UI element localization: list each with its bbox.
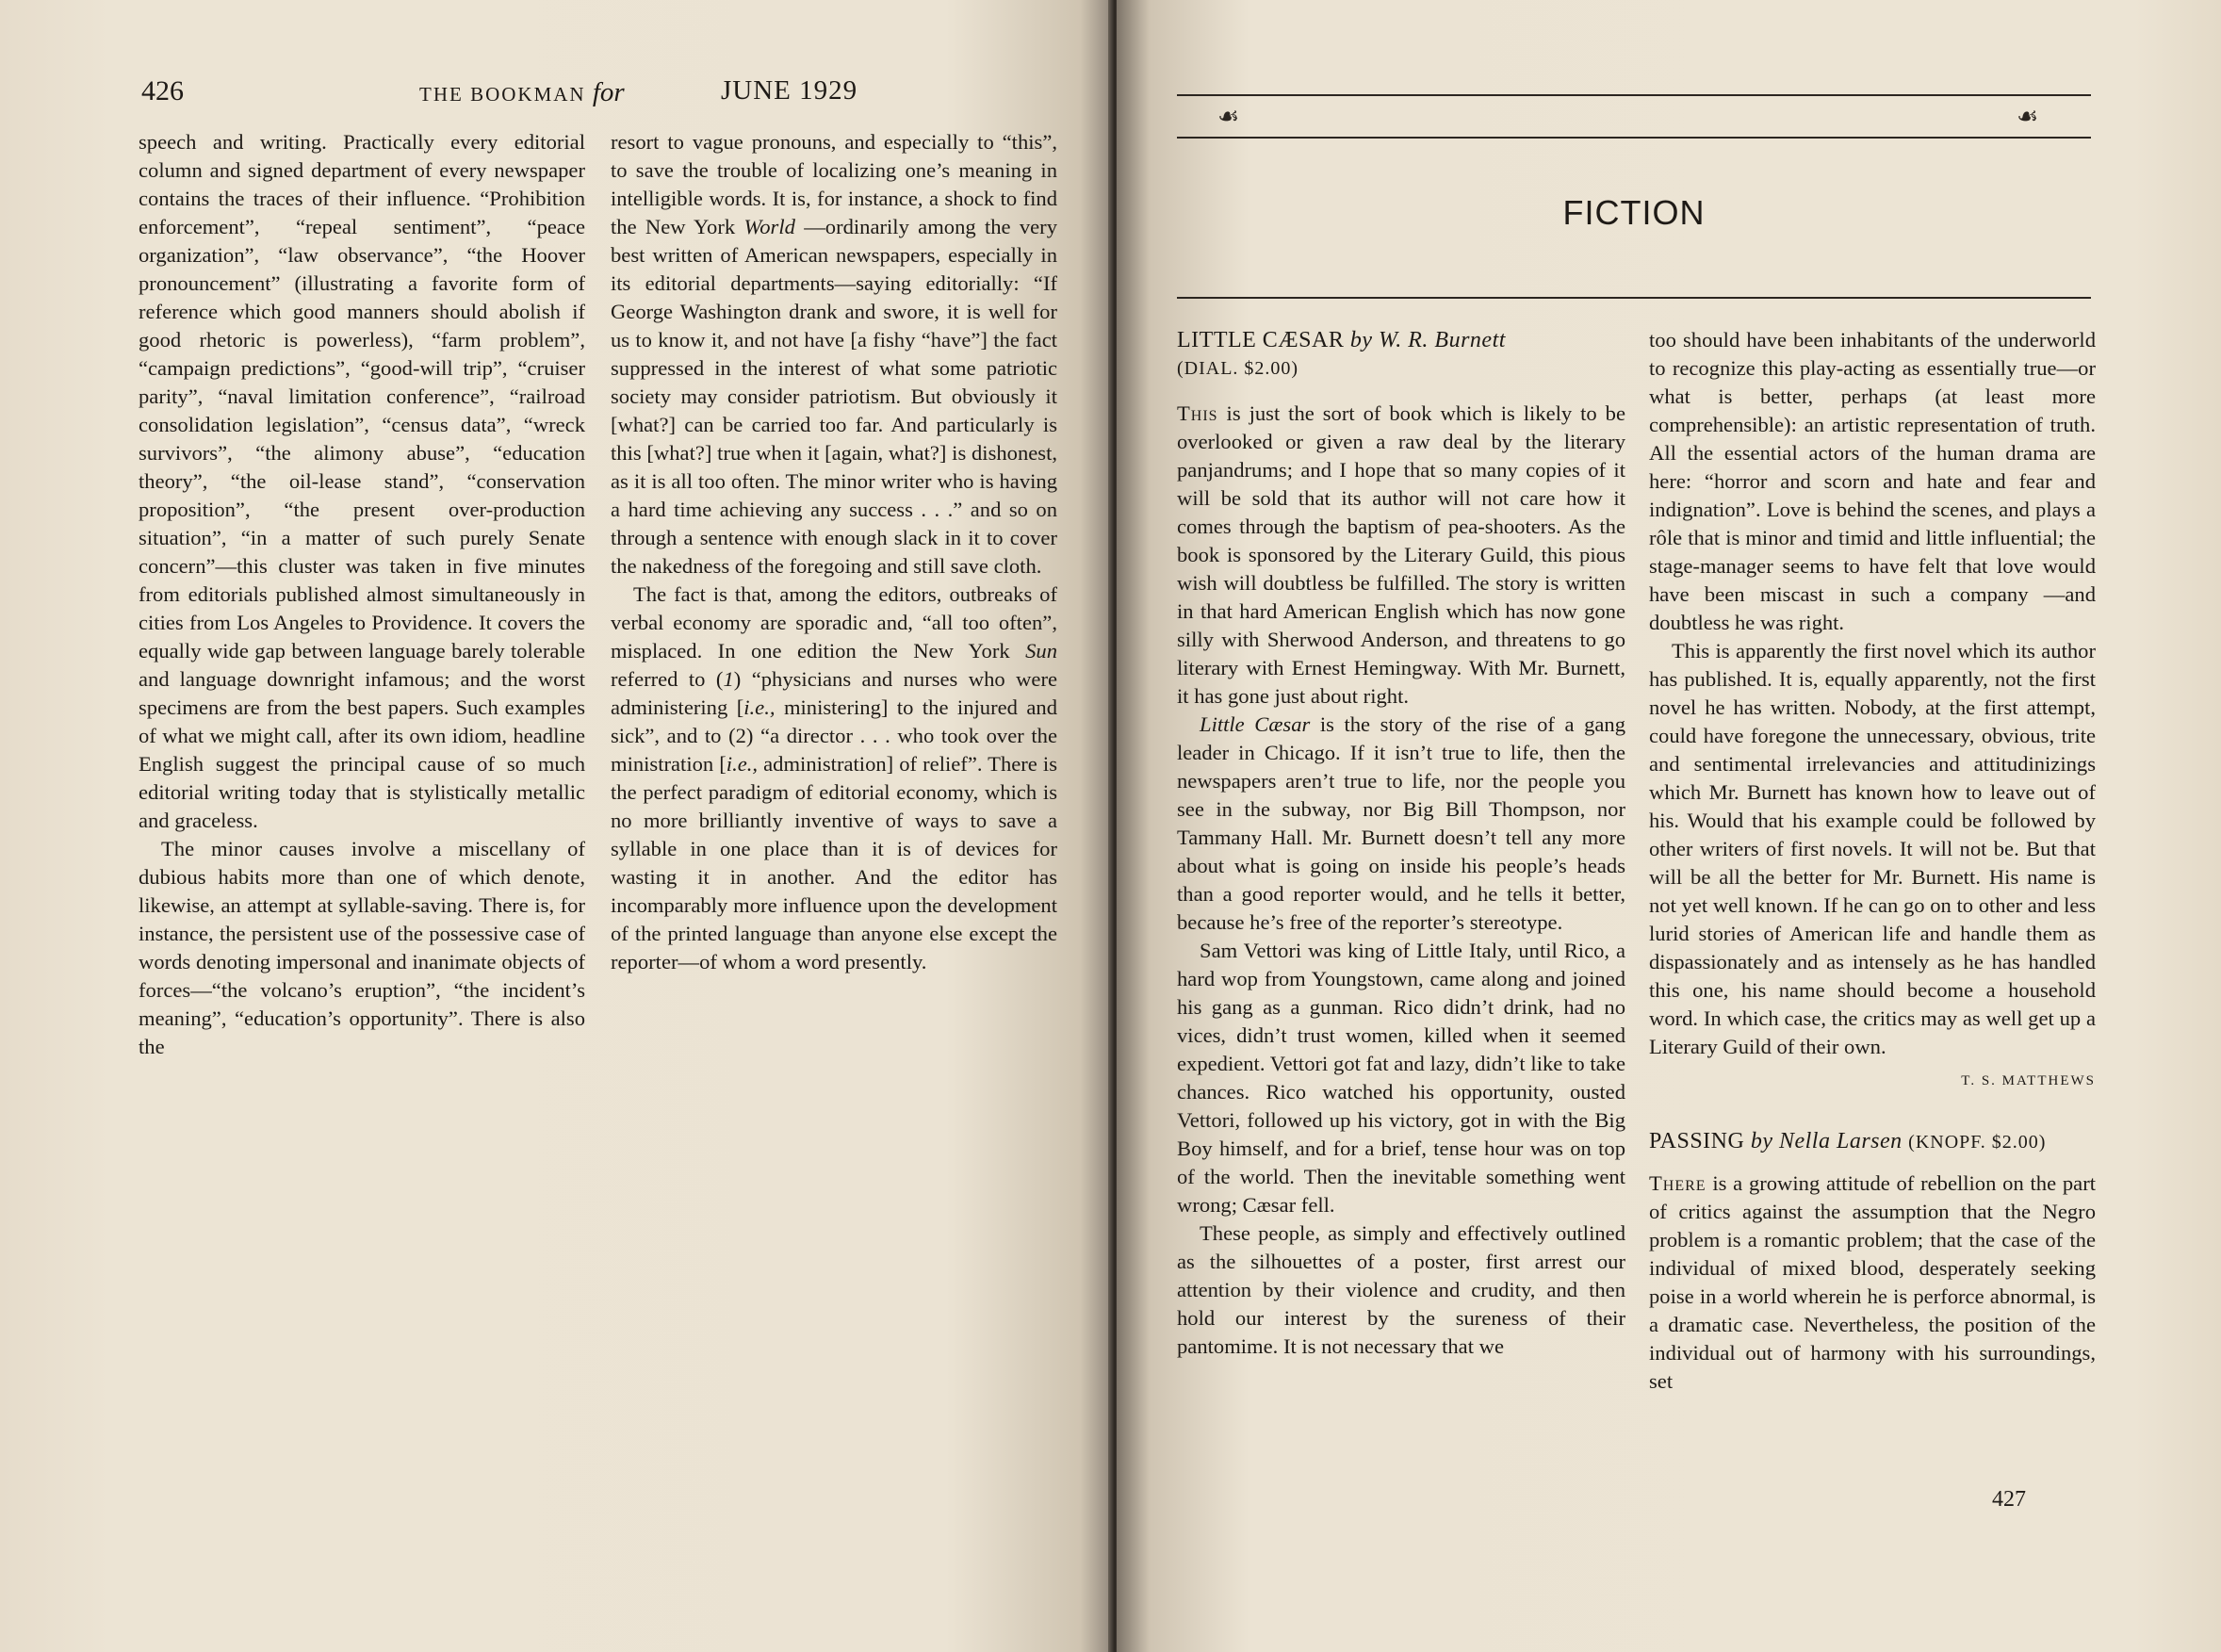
section-title: FICTION [1562, 193, 1706, 232]
lead-word: There [1649, 1171, 1707, 1195]
paragraph: These people, as simply and effectively outlined as the silhouettes of a poster, first arrest our attention by their violence and crudity, and then hold our interest by the sureness of their pantomime. It is not necessary that we [1177, 1221, 1625, 1358]
review-title [1649, 1127, 2096, 1156]
text-run: administration] of relief”. There is the perfect paradigm of editorial economy, which is no more brilliantly inventive of ways to save a syllable in one place than it is of devices for wasting it in another. And the editor has incomparably more influence upon the development of the printed language than anyone else except the reporter—of whom a word presently. [611, 752, 1057, 973]
text-run: ) “physicians and nurses who were administering [ [611, 667, 1058, 719]
text-run: referred to ( [611, 667, 724, 691]
book-publisher: (KNOPF. $2.00) [1908, 1132, 2047, 1153]
ornament-left-icon: ☙ [1217, 103, 1240, 130]
right-column-2 [1649, 326, 2096, 1396]
top-rule [1177, 94, 2091, 96]
text-run: is just the sort of book which is likely to be overlooked or given a raw deal by the literary panjandrums; and I hope that so many copies of it will be sold that its author will not care how it comes through the baptism of pea-shooters. As the book is sponsored by the Literary Guild, this pious wish will doubtless be fulfilled. The story is written in that hard American English which has now gone silly with Sherwood Anderson, and threatens to go literary with Ernest Hemingway. With Mr. Burnett, it has gone just about right. [1177, 401, 1625, 708]
left-column-2 [611, 128, 1057, 976]
paragraph: Sam Vettori was king of Little Italy, until Rico, a hard wop from Youngstown, came along and joined his gang as a gunman. Rico didn’t drink, had no vices, didn’t trust women, killed when it seemed expedient. Vettori got fat and lazy, didn’t like to take chances. Rico watched his opportunity, ousted Vettori, followed up his victory, got in with the Big Boy himself, and for a brief, tense hour was on top of the world. Then the inevitable something went wrong; Cæsar fell. [1177, 939, 1625, 1217]
text-run: The fact is that, among the editors, outbreaks of verbal economy are sporadic and, “all too often”, misplaced. In one edition the New York [611, 582, 1057, 662]
reviewer-signature: T. S. MATTHEWS [1961, 1073, 2096, 1088]
italic-run: 1 [723, 667, 734, 691]
italic-run: World [743, 215, 795, 238]
book-title: PASSING [1649, 1129, 1745, 1153]
second-rule [1177, 137, 2091, 139]
paragraph [611, 581, 1057, 976]
italic-run: i.e., [743, 695, 776, 719]
left-column-1 [139, 128, 585, 1061]
book-publisher: (DIAL. $2.00) [1177, 358, 1299, 379]
issue-date: JUNE 1929 [721, 75, 858, 106]
text-run: resort to vague pronouns, and especially to “this”, to save the trouble of localizing one’s meaning in intelligible words. It is, for instance, a shock to find the New York [611, 130, 1057, 238]
running-head [141, 75, 1060, 113]
paragraph [1177, 400, 1625, 711]
page-number-right: 427 [1992, 1487, 2026, 1512]
ornament-right-icon: ☙ [2017, 103, 2039, 130]
book-author: by W. R. Burnett [1349, 328, 1506, 352]
paragraph [1649, 1169, 2096, 1396]
lead-word: This [1177, 401, 1218, 425]
italic-run: i.e., [726, 752, 759, 776]
italic-run: Sun [1025, 639, 1057, 662]
paragraph: The minor causes involve a miscellany of dubious habits more than one of which denote, likewise, an attempt at syllable-saving. There is, for instance, the persistent use of the possessive case of words denoting impersonal and inanimate objects of forces—“the volcano’s eruption”, “the incident’s meaning”, “education’s opportunity”. There is also the [139, 837, 585, 1058]
journal-for: for [592, 77, 625, 107]
paragraph: This is apparently the first novel which its author has published. It is, equally apparently, not the first novel he has written. Nobody, at the first attempt, could have foregone the unnecessary, obvious, trite and sentimental irrelevancies and attitudinizings which Mr. Burnett has known how to leave out of his. Would that his example could be followed by other writers of first novels. It will not be. But that will be all the better for Mr. Burnett. His name is not yet well known. If he can go on to other and less lurid stories of American life and handle them as dispassionately and as intensely as he has handled this one, his name should become a household word. In which case, the critics may as well get up a Literary Guild of their own. [1649, 639, 2096, 1058]
title-rule [1177, 297, 2091, 299]
review-title [1177, 326, 1625, 354]
text-run: —ordinarily among the very best written of American newspapers, especially in its editorial departments—saying editorially: “If George Washington drank and swore, it is well for us to know it, and not have [a fishy “have”] the fact suppressed in the interest of what some patriotic society may consider patriotism. But obviously it [what?] can be carried too far. And particularly is this [what?] true when it [again, what?] is dishonest, as it is all too often. The minor writer who is having a hard time achieving any success . . .” and so on through a sentence with enough slack in it to cover the nakedness of the foregoing and still save cloth. [611, 215, 1058, 578]
right-column-1 [1177, 326, 1625, 1361]
journal-name: THE BOOKMAN [419, 83, 586, 106]
book-author: by Nella Larsen [1750, 1129, 1903, 1153]
text-run: ministering] to the injured and sick”, and to (2) “a director . . . who took over the ministration [ [611, 695, 1058, 776]
journal-title [419, 77, 625, 108]
paragraph: speech and writing. Practically every editorial column and signed department of every newspaper contains the traces of their influence. “Prohibition enforcement”, “repeal sentiment”, “peace organization”, “law observance”, “the Hoover pronouncement” (illustrating a favorite form of reference which good manners should abolish if good rhetoric is powerless), “farm problem”, “campaign predictions”, “good-will trip”, “cruiser parity”, “naval limitation conference”, “railroad consolidation legislation”, “census data”, “wreck survivors”, “the alimony abuse”, “education theory”, “the oil-lease stand”, “conservation proposition”, “the present over-production situation”, “in a matter of such purely Senate concern”—this cluster was taken in five minutes from editorials published almost simultaneously in cities from Los Angeles to Providence. It covers the equally wide gap between language barely tolerable and language downright infamous; and the worst specimens are from the best papers. Such examples of what we might call, after its own idiom, headline English suggest the principal cause of so much editorial writing today that is stylistically metallic and graceless. [139, 130, 585, 832]
text-run: is a growing attitude of rebellion on the part of critics against the assumption that the Negro problem is a romantic problem; that the case of the individual of mixed blood, desperately seeking poise in a world wherein he is perforce abnormal, is a dramatic case. Nevertheless, the position of the individual out of harmony with his surroundings, set [1649, 1171, 2096, 1393]
text-run: is the story of the rise of a gang leader in Chicago. If it isn’t true to life, then the newspapers aren’t true to life, nor the people you see in the subway, nor Big Bill Thompson, nor Tammany Hall. Mr. Burnett doesn’t tell any more about what is going on inside his people’s heads than a good reporter would, and he tells it better, because he’s free of the reporter’s stereotype. [1177, 712, 1626, 934]
paragraph: too should have been inhabitants of the underworld to recognize this play-acting as essentially true—or what is better, perhaps (at least more comprehensible): an artistic representation of truth. All the essential actors of the human drama are here: “horror and scorn and hate and fear and indignation”. Love is behind the scenes, and plays a rôle that is minor and timid and little influential; the stage-manager seems to have felt that love would have been miscast in such a company —and doubtless he was right. [1649, 328, 2096, 634]
page-number-left: 426 [141, 75, 184, 106]
book-title: LITTLE CÆSAR [1177, 328, 1345, 352]
paragraph [1177, 711, 1625, 937]
italic-run: Little Cæsar [1200, 712, 1311, 736]
paragraph [611, 128, 1057, 581]
